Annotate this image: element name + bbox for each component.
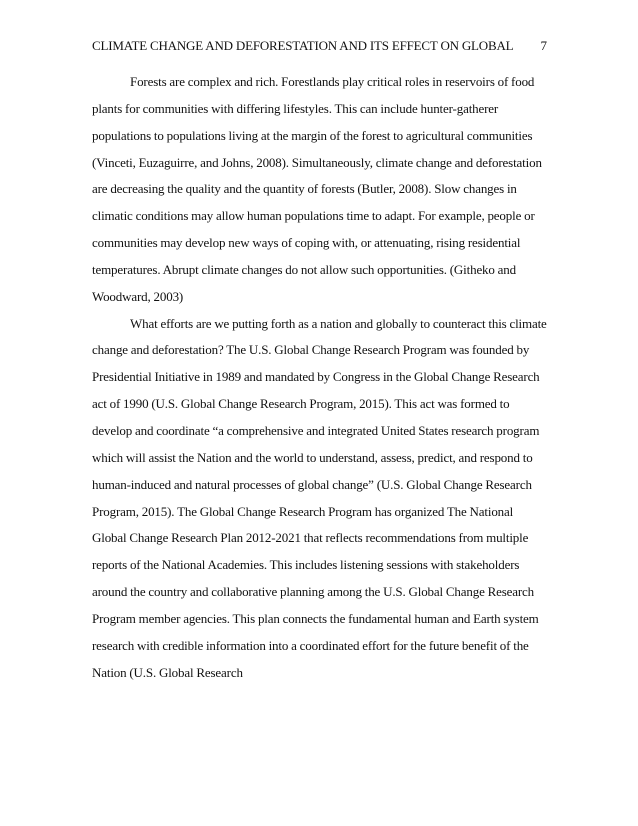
- running-head-title: CLIMATE CHANGE AND DEFORESTATION AND ITS EFFECT ON GLOBAL: [92, 38, 514, 53]
- paragraph-efforts: What efforts are we putting forth as a nation and globally to counteract this climate change and deforestation? The U.S. Global Change Research Program was founded by Presidential Initiative in 1989 and mandated by Congress in the Global Change Research act of 1990 (U.S. Global Change Research Program, 2015). This act was formed to develop and coordinate “a comprehensive and integrated United States research program which will assist the Nation and the world to understand, assess, predict, and respond to human-induced and natural processes of global change” (U.S. Global Change Research Program, 2015). The Global Change Research Program has organized The National Global Change Research Plan 2012-2021 that reflects recommendations from multiple reports of the National Academies. This includes listening sessions with stakeholders around the country and collaborative planning among the U.S. Global Change Research Program member agencies. This plan connects the fundamental human and Earth system research with credible information into a coordinated effort for the future benefit of the Nation (U.S. Global Research: [92, 315, 547, 680]
- body-text: [92, 69, 548, 686]
- running-head: [92, 36, 547, 56]
- paragraph-forests: Forests are complex and rich. Forestlands play critical roles in reservoirs of food plants for communities with differing lifestyles. This can include hunter-gatherer populations to populations living at the margin of the forest to agricultural communities (Vinceti, Euzaguirre, and Johns, 2008). Simultaneously, climate change and deforestation are decreasing the quality and the quantity of forests (Butler, 2008). Slow changes in climatic conditions may allow human populations time to adapt. For example, people or communities may develop new ways of coping with, or attenuating, rising residential temperatures. Abrupt climate changes do not allow such opportunities. (Githeko and Woodward, 2003): [92, 74, 542, 304]
- page-number: 7: [540, 38, 547, 53]
